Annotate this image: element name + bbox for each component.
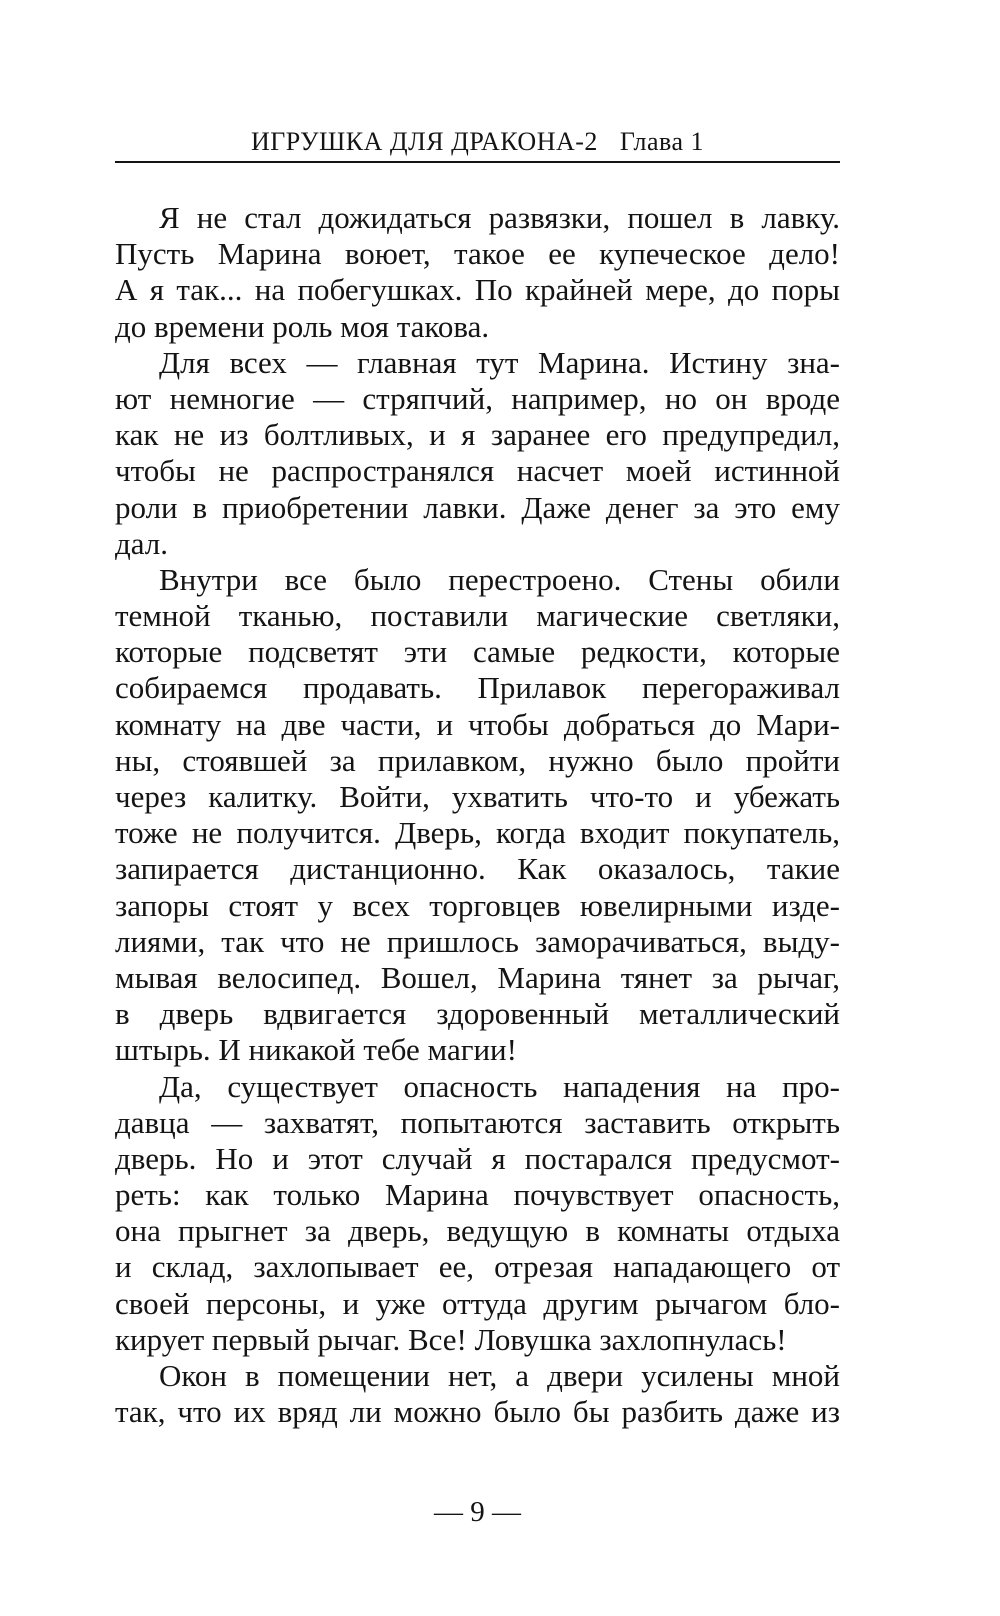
text-line: ны, стоявшей за прилавком, нужно было пройти — [115, 742, 840, 778]
text-line: Я не стал дожидаться развязки, пошел в лавку. — [159, 200, 840, 235]
text-line: лиями, так что не пришлось заморачиваться, выду- — [115, 923, 840, 959]
book-title: ИГРУШКА ДЛЯ ДРАКОНА-2 — [251, 127, 598, 156]
text-line: роли в приобретении лавки. Даже денег за это ему — [115, 489, 840, 525]
chapter-label: Глава 1 — [619, 127, 704, 156]
text-line: ют немногие — стряпчий, например, но он вроде — [115, 380, 840, 416]
text-line: собираемся продавать. Прилавок перегораживал — [115, 670, 840, 706]
text-line: она прыгнет за дверь, ведущую в комнаты отдыха — [115, 1213, 840, 1249]
text-line: давца — захватят, попытаются заставить открыть — [115, 1104, 840, 1140]
text-line: которые подсветят эти самые редкости, которые — [115, 634, 840, 670]
header-rule — [115, 161, 840, 163]
text-line: реть: как только Марина почувствует опасность, — [115, 1177, 840, 1213]
text-line: Окон в помещении нет, а двери усилены мной — [159, 1358, 840, 1393]
text-line: темной тканью, поставили магические светляки, — [115, 598, 840, 634]
text-line: Внутри все было перестроено. Стены обили — [159, 561, 840, 597]
text-line: своей персоны, и уже оттуда другим рычагом бло- — [115, 1285, 840, 1321]
text-line: кирует первый рычаг. Все! Ловушка захлопнулась! — [115, 1321, 787, 1357]
text-line: через калитку. Войти, ухватить что-то и убежать — [115, 779, 840, 814]
page-number: — 9 — — [434, 1496, 521, 1528]
text-line: чтобы не распространялся насчет моей истинной — [115, 453, 840, 489]
text-line: Для всех — главная тут Марина. Истину зна- — [159, 344, 840, 380]
text-line: и склад, захлопывает ее, отрезая нападающего от — [115, 1249, 840, 1285]
text-line: дверь. Но и этот случай я постарался предусмот- — [115, 1140, 840, 1176]
text-line: запирается дистанционно. Как оказалось, такие — [115, 851, 840, 887]
running-header — [115, 122, 840, 162]
text-line: Да, существует опасность нападения на про- — [159, 1068, 840, 1104]
text-line: мывая велосипед. Вошел, Марина тянет за рычаг, — [115, 959, 840, 995]
text-line: комнату на две части, и чтобы добраться до Мари- — [115, 706, 840, 742]
text-line: как не из болтливых, и я заранее его предупредил, — [115, 417, 840, 453]
text-line: тоже не получится. Дверь, когда входит покупатель, — [115, 815, 840, 851]
text-line: Пусть Марина воюет, такое ее купеческое дело! — [115, 236, 840, 272]
text-line: до времени роль моя такова. — [115, 308, 490, 344]
text-line: А я так... на побегушках. По крайней мере, до поры — [115, 272, 840, 308]
text-line: штырь. И никакой тебе магии! — [115, 1032, 517, 1068]
text-line: в дверь вдвигается здоровенный металлический — [115, 996, 840, 1032]
text-line: запоры стоят у всех торговцев ювелирными изде- — [115, 887, 840, 923]
text-line: так, что их вряд ли можно было бы разбить даже из — [115, 1394, 840, 1430]
text-line: дал. — [115, 525, 169, 561]
body-text — [115, 200, 840, 1430]
